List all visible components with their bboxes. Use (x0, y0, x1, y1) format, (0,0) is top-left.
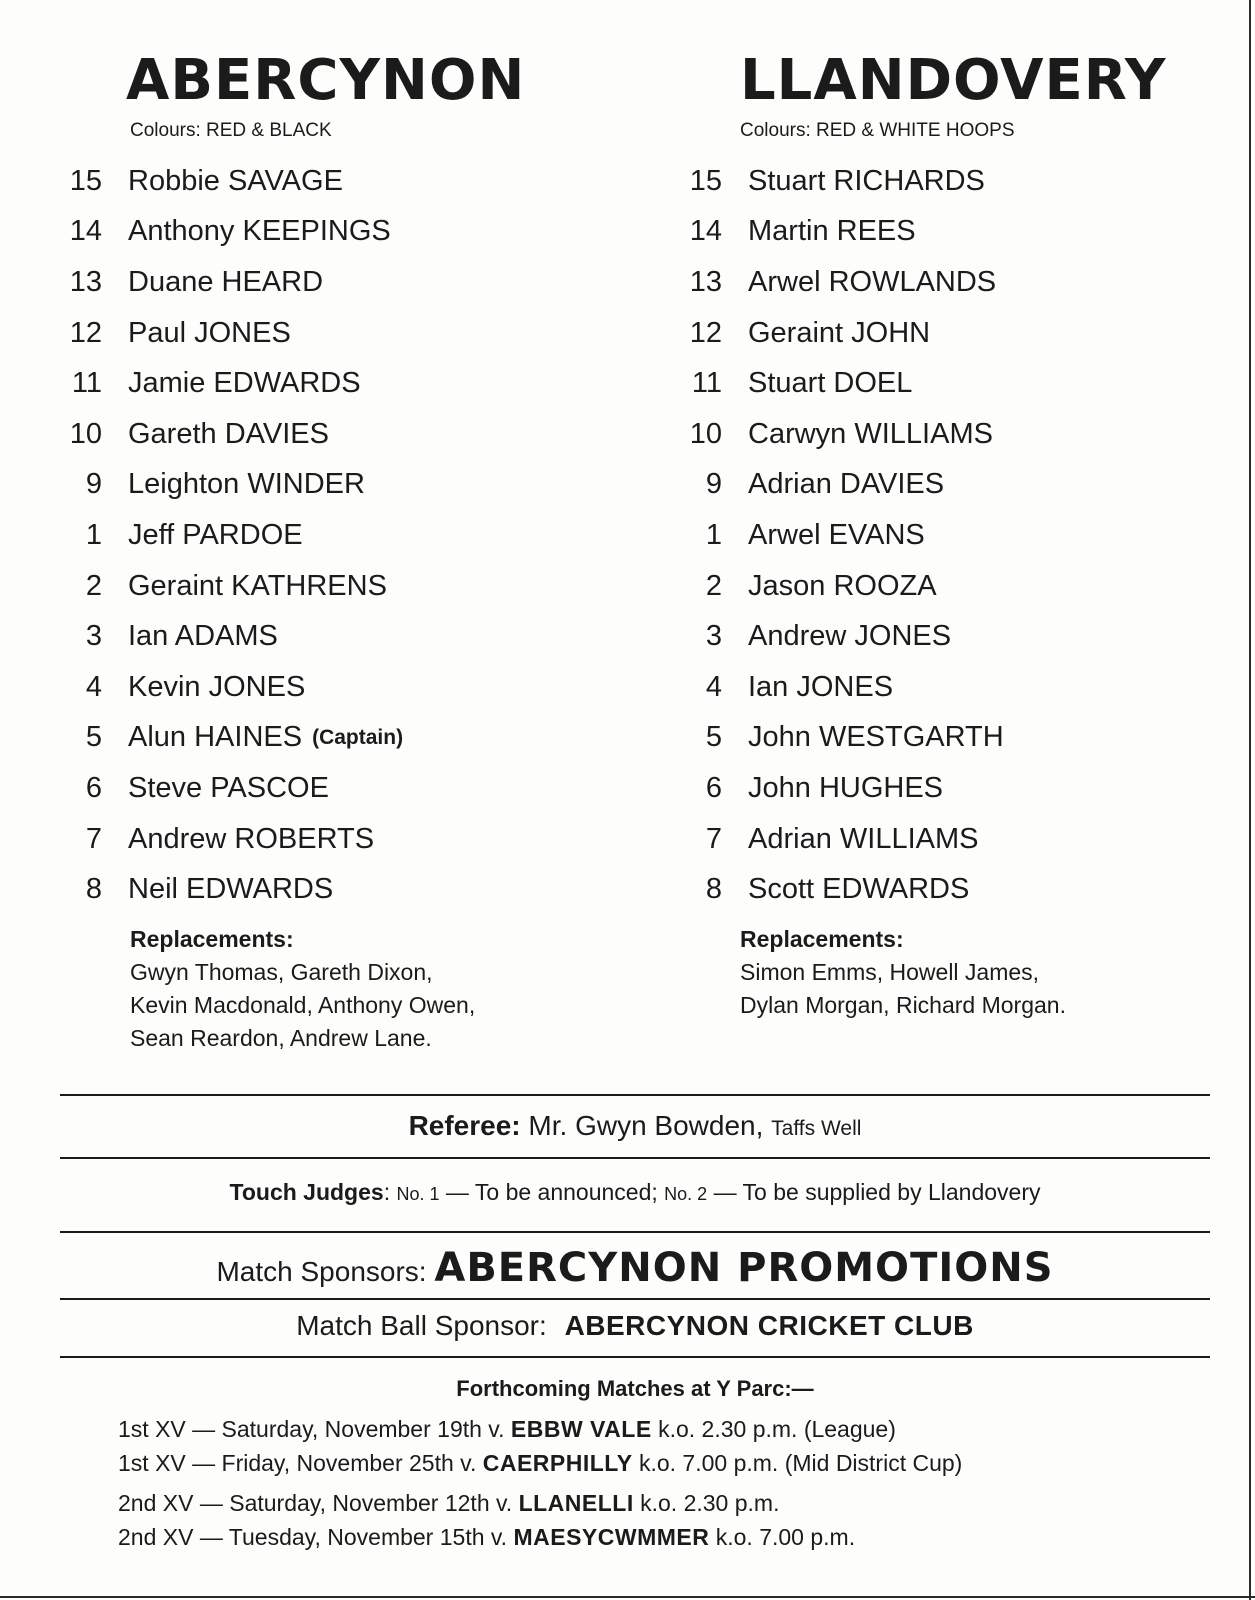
player-row (60, 611, 620, 662)
player-row (680, 156, 1240, 207)
player-name: John WESTGARTH (748, 721, 1004, 754)
player-number: 13 (69, 265, 102, 298)
player-row (680, 460, 1240, 511)
player-row (680, 257, 1240, 308)
player-row (60, 662, 620, 713)
captain-note: (Captain) (312, 725, 404, 749)
player-name: Carwyn WILLIAMS (748, 417, 993, 450)
player-row (680, 713, 1240, 764)
player-row (60, 257, 620, 308)
player-number: 5 (85, 721, 102, 754)
player-number: 13 (689, 265, 722, 298)
player-name: Geraint KATHRENS (128, 569, 387, 602)
player-name: Arwel ROWLANDS (748, 265, 997, 298)
player-row (60, 814, 620, 865)
fixture-row (118, 1412, 962, 1446)
divider-rule (60, 1094, 1210, 1096)
player-name: Neil EDWARDS (128, 873, 334, 906)
ball-sponsor-label: Match Ball Sponsor: (296, 1310, 547, 1341)
player-name: Adrian DAVIES (748, 468, 945, 501)
player-number: 12 (689, 316, 722, 349)
touch-judge-1-text: — To be announced; (445, 1179, 658, 1205)
divider-rule (60, 1231, 1210, 1233)
player-number: 7 (85, 822, 102, 855)
forthcoming-title: Forthcoming Matches at Y Parc:— (456, 1376, 814, 1401)
fixture-opponent: CAERPHILLY (482, 1450, 633, 1476)
away-replacements (740, 923, 1240, 1022)
player-row (680, 662, 1240, 713)
player-name: Scott EDWARDS (748, 873, 970, 906)
match-sponsor-name: ABERCYNON PROMOTIONS (434, 1245, 1054, 1291)
replacements-line: Kevin Macdonald, Anthony Owen, (130, 991, 476, 1018)
player-row (680, 611, 1240, 662)
fixture-kickoff: k.o. 2.30 p.m. (League) (658, 1416, 896, 1442)
player-number: 1 (85, 518, 102, 551)
player-number: 2 (705, 569, 722, 602)
match-sponsor-line (60, 1245, 1210, 1291)
player-number: 10 (69, 417, 102, 450)
player-row (60, 713, 620, 764)
fixture-details: 2nd XV — Tuesday, November 15th v. (118, 1524, 508, 1550)
player-name: Gareth DAVIES (128, 417, 329, 450)
player-number: 6 (705, 771, 722, 804)
player-row (680, 358, 1240, 409)
player-row (680, 814, 1240, 865)
replacements-line: Dylan Morgan, Richard Morgan. (740, 991, 1066, 1018)
player-row (60, 864, 620, 915)
replacements-line: Gwyn Thomas, Gareth Dixon, (130, 958, 433, 985)
player-name: Jason ROOZA (748, 569, 937, 602)
player-row (60, 156, 620, 207)
player-number: 14 (69, 215, 102, 248)
player-name: Alun HAINES (128, 721, 303, 754)
fixture-row (118, 1446, 962, 1480)
player-number: 9 (705, 468, 722, 501)
player-row (680, 207, 1240, 258)
player-number: 7 (705, 822, 722, 855)
referee-label: Referee: (408, 1110, 521, 1141)
player-number: 8 (705, 873, 722, 906)
fixture-kickoff: k.o. 7.00 p.m. (Mid District Cup) (638, 1450, 963, 1476)
player-name: Geraint JOHN (748, 316, 931, 349)
player-name: Stuart RICHARDS (748, 164, 985, 197)
player-number: 8 (85, 873, 102, 906)
referee-place: Taffs Well (771, 1117, 862, 1140)
player-row (680, 409, 1240, 460)
away-player-list (680, 156, 1240, 915)
divider-rule (60, 1298, 1210, 1300)
player-number: 10 (689, 417, 722, 450)
player-row (60, 308, 620, 359)
player-name: Paul JONES (128, 316, 291, 349)
divider-rule (60, 1157, 1210, 1159)
divider-rule (60, 1356, 1210, 1358)
player-name: Robbie SAVAGE (128, 164, 343, 197)
fixture-kickoff: k.o. 2.30 p.m. (640, 1490, 780, 1516)
page-edge-right (1249, 0, 1251, 1600)
player-name: Kevin JONES (128, 670, 306, 703)
player-row (60, 207, 620, 258)
fixture-list (118, 1412, 962, 1554)
replacements-heading: Replacements: (130, 925, 294, 952)
fixture-details: 2nd XV — Saturday, November 12th v. (118, 1490, 513, 1516)
fixture-row (118, 1520, 962, 1554)
player-name: Stuart DOEL (748, 367, 913, 400)
player-number: 11 (691, 367, 722, 400)
player-row (60, 763, 620, 814)
player-number: 15 (69, 164, 102, 197)
player-name: Martin REES (748, 215, 916, 248)
player-number: 14 (689, 215, 722, 248)
player-name: Arwel EVANS (748, 518, 925, 551)
player-row (680, 510, 1240, 561)
touch-judge-2-text: — To be supplied by Llandovery (713, 1179, 1041, 1205)
home-team-colours: Colours: RED & BLACK (130, 120, 332, 141)
home-player-list (60, 156, 620, 915)
touch-judges-line: Touch Judges: No. 1 — To be announced; No. 2 — To be supplied by Llandovery (229, 1179, 1041, 1205)
ball-sponsor-line (60, 1310, 1210, 1342)
referee-name: Mr. Gwyn Bowden, (528, 1110, 764, 1141)
player-name: Anthony KEEPINGS (128, 215, 391, 248)
player-name: Jamie EDWARDS (128, 367, 361, 400)
player-number: 11 (71, 367, 102, 400)
fixture-row (118, 1486, 962, 1520)
player-number: 3 (705, 620, 722, 653)
touch-judge-1-number: No. 1 (396, 1184, 440, 1204)
fixture-opponent: EBBW VALE (510, 1416, 652, 1442)
player-number: 9 (85, 468, 102, 501)
home-team-section (60, 48, 620, 1055)
player-row (60, 510, 620, 561)
player-row (680, 308, 1240, 359)
referee-line (60, 1110, 1210, 1142)
fixture-details: 1st XV — Friday, November 25th v. (118, 1450, 477, 1476)
player-row (60, 358, 620, 409)
fixture-opponent: MAESYCWMMER (513, 1524, 710, 1550)
player-number: 4 (85, 670, 102, 703)
replacements-line: Sean Reardon, Andrew Lane. (130, 1024, 432, 1051)
page-edge-bottom (0, 1596, 1255, 1598)
player-name: Duane HEARD (128, 265, 324, 298)
replacements-line: Simon Emms, Howell James, (740, 958, 1040, 985)
player-number: 3 (85, 620, 102, 653)
fixture-details: 1st XV — Saturday, November 19th v. (118, 1416, 505, 1442)
home-replacements (130, 923, 620, 1055)
player-row (680, 864, 1240, 915)
player-name: Steve PASCOE (128, 771, 329, 804)
touch-judge-2-number: No. 2 (664, 1184, 708, 1204)
player-name: Leighton WINDER (128, 468, 365, 501)
player-row (60, 460, 620, 511)
player-number: 1 (705, 518, 722, 551)
replacements-heading: Replacements: (740, 925, 904, 952)
player-number: 2 (85, 569, 102, 602)
player-row (60, 561, 620, 612)
match-sponsor-label: Match Sponsors: (216, 1256, 427, 1287)
player-number: 6 (85, 771, 102, 804)
player-name: John HUGHES (748, 771, 944, 804)
player-name: Andrew JONES (748, 620, 952, 653)
player-number: 5 (705, 721, 722, 754)
away-team-section (680, 48, 1240, 1022)
fixture-opponent: LLANELLI (518, 1490, 634, 1516)
player-number: 15 (689, 164, 722, 197)
away-team-name: LLANDOVERY (740, 48, 1167, 113)
touch-judges-label: Touch Judges (229, 1179, 384, 1205)
player-name: Jeff PARDOE (128, 518, 303, 551)
player-name: Ian JONES (748, 670, 894, 703)
home-team-name: ABERCYNON (126, 48, 526, 113)
player-name: Ian ADAMS (128, 620, 278, 653)
player-row (60, 409, 620, 460)
player-number: 12 (69, 316, 102, 349)
player-number: 4 (705, 670, 722, 703)
player-row (680, 561, 1240, 612)
fixture-kickoff: k.o. 7.00 p.m. (715, 1524, 856, 1550)
away-team-colours: Colours: RED & WHITE HOOPS (740, 120, 1015, 141)
ball-sponsor-name: ABERCYNON CRICKET CLUB (564, 1310, 974, 1341)
player-name: Andrew ROBERTS (128, 822, 375, 855)
player-row (680, 763, 1240, 814)
player-name: Adrian WILLIAMS (748, 822, 979, 855)
